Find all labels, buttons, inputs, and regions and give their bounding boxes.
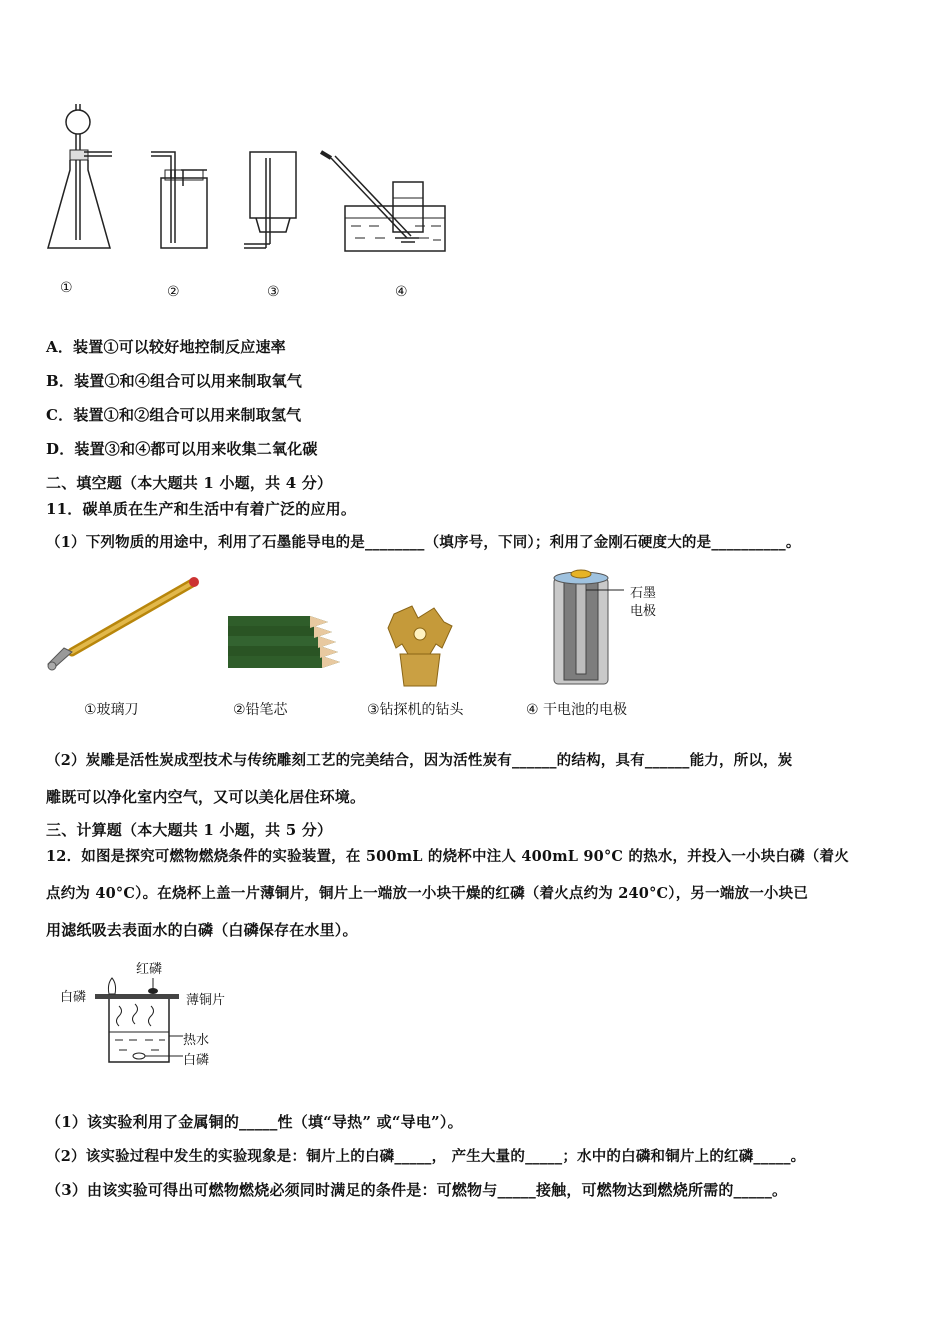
beaker-drawing: [95, 970, 195, 1070]
dry-cell-battery-image: [548, 566, 628, 688]
diagram-label-copper-sheet: 薄铜片: [186, 993, 226, 1008]
question-12-part-2: （2）该实验过程中发生的实验现象是：铜片上的白磷_____， 产生大量的_____；水中的白磷和铜片上的红磷_____。: [46, 1148, 806, 1165]
section-3-heading: 三、计算题（本大题共 1 小题，共 5 分）: [46, 821, 333, 839]
image-label-drill-bit: ③钻探机的钻头: [367, 702, 464, 718]
question-12-part-3: （3）由该实验可得出可燃物燃烧必须同时满足的条件是：可燃物与_____接触，可燃物达到燃烧所需的_____。: [46, 1181, 788, 1199]
apparatus-label-2: ②: [167, 284, 180, 300]
question-12-line-1: 12．如图是探究可燃物燃烧条件的实验装置，在 500mL 的烧杯中注人 400mL 90°C 的热水，并投入一小块白磷（着火: [46, 848, 849, 865]
question-11-part-2-line-1: （2）炭雕是活性炭成型技术与传统雕刻工艺的完美结合，因为活性炭有______的结构，具有______能力，所以，炭: [46, 752, 793, 769]
option-b: B．装置①和④组合可以用来制取氧气: [46, 372, 303, 390]
diagram-label-hot-water: 热水: [183, 1033, 210, 1048]
apparatus-2-bottle-drawing: [145, 148, 215, 253]
diagram-label-red-phosphorus: 红磷: [136, 962, 163, 977]
option-d: D．装置③和④都可以用来收集二氧化碳: [46, 440, 318, 458]
question-11-part-2-line-2: 雕既可以净化室内空气，又可以美化居住环境。: [46, 788, 366, 806]
drill-bit-image: [382, 604, 462, 694]
question-12-part-1: （1）该实验利用了金属铜的_____性（填“导热” 或“导电”）。: [46, 1113, 463, 1131]
option-a: A．装置①可以较好地控制反应速率: [46, 338, 286, 356]
image-label-pencil-lead: ②铅笔芯: [233, 702, 288, 718]
image-label-glass-cutter: ①玻璃刀: [84, 702, 139, 718]
question-11-title: 11．碳单质在生产和生活中有着广泛的应用。: [46, 500, 357, 518]
apparatus-4-water-trough-drawing: [315, 148, 455, 258]
image-label-battery-electrode: ④ 干电池的电极: [526, 702, 628, 718]
apparatus-label-1: ①: [60, 280, 73, 296]
apparatus-label-4: ④: [395, 284, 408, 300]
question-12-line-2: 点约为 40°C）。在烧杯上盖一片薄铜片，铜片上一端放一小块干燥的红磷（着火点约为 240°C），另一端放一小块已: [46, 885, 809, 902]
apparatus-1-flask-drawing: [40, 100, 120, 260]
question-11-part-1: （1）下列物质的用途中，利用了石墨能导电的是________（填序号，下同）；利用了金刚石硬度大的是__________。: [46, 534, 801, 551]
apparatus-label-3: ③: [267, 284, 280, 300]
section-2-heading: 二、填空题（本大题共 1 小题，共 4 分）: [46, 474, 333, 492]
battery-label-electrode: 电极: [630, 604, 657, 619]
option-c: C．装置①和②组合可以用来制取氢气: [46, 406, 302, 424]
diagram-label-white-phosphorus-top: 白磷: [60, 990, 87, 1005]
glass-cutter-image: [44, 572, 204, 682]
pencils-image: [228, 612, 348, 682]
question-12-line-3: 用滤纸吸去表面水的白磷（白磷保存在水里）。: [46, 921, 358, 939]
battery-label-graphite: 石墨: [630, 586, 657, 601]
diagram-label-white-phosphorus-bottom: 白磷: [183, 1053, 210, 1068]
apparatus-3-inverted-bottle-drawing: [238, 148, 308, 258]
